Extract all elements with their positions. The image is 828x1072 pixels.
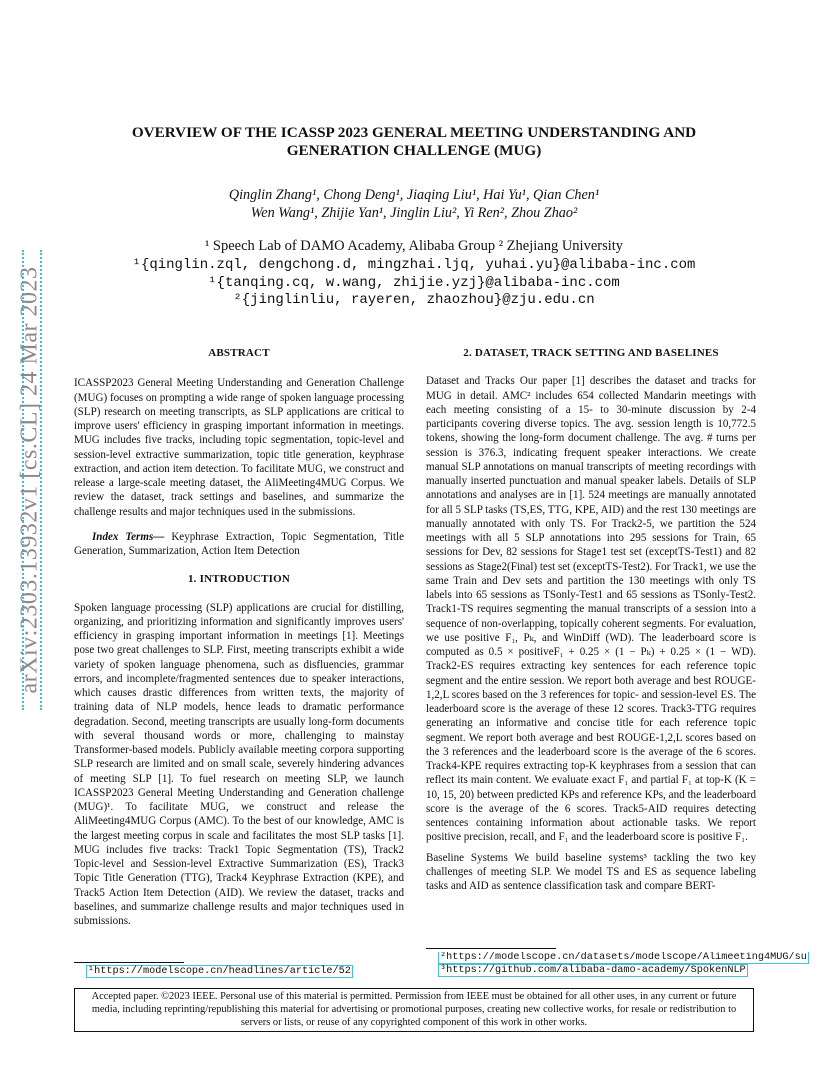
section2-para2: Baseline Systems We build baseline systems³ tackling the two key challenges of meeting SLP. We model TS and ES as sequence labeling tasks and AID as sentence classification task and compare BERT- [426, 851, 756, 892]
footnote-2[interactable] [438, 952, 828, 964]
email-line-1: ¹{qinglin.zql, dengchong.d, mingzhai.ljq, yuhai.yu}@alibaba-inc.com [132, 257, 696, 273]
copyright-notice: Accepted paper. ©2023 IEEE. Personal use of this material is permitted. Permission from IEEE must be obtained for all other uses, in any current or future media, including reprinting/republishing this material for advertising or promotional purposes, creating new collective works, for resale or redistribution to servers or lists, or reuse of any copyrighted component of this work in other works. [74, 988, 754, 1032]
author-line-2: Wen Wang¹, Zhijie Yan¹, Jinglin Liu², Yi Ren², Zhou Zhao² [250, 205, 578, 221]
right-column [426, 346, 756, 893]
paper-title: OVERVIEW OF THE ICASSP 2023 GENERAL MEETING UNDERSTANDING AND GENERATION CHALLENGE (MUG) [131, 124, 697, 159]
email-list [60, 257, 768, 310]
footnote-3[interactable] [438, 965, 748, 977]
section2-para1: Dataset and Tracks Our paper [1] describes the dataset and tracks for MUG in detail. AMC² includes 654 collected Mandarin meetings with each meeting consisting of a 15- to 30-minute discussion by 2-4 participants covering diverse topics. The avg. session length is 10,772.5 tokens, showing the long-form document challenge. The avg. # turns per session is 376.3, indicating frequent speaker interactions. We create manual SLP annotations on manual transcripts of meeting recordings with manually inserted punctuation and manual speaker labels. Details of SLP annotations and analyses are in [1]. 524 meetings are manually annotated for all 5 SLP tasks (TS,ES, TTG, KPE, AID) and the rest 130 meetings are manually annotated with only TS. For Track2-5, we partition the 524 meetings with all 5 SLP annotations into 295 sessions for Train, 65 sessions for Dev, 82 sessions for Stage1 test set (exceptTS-Test1) and 82 sessions as Stage2(Final) test set (exceptTS-Test2). For Track1, we use the same Train and Dev sets and partition the 130 meetings with only TS labels into 65 sessions as TSonly-Test1 and 65 sessions as TSonly-Test2. Track1-TS requires segmenting the manual transcripts of a session into a sequence of non-overlapping, topically coherent segments. For evaluation, we use positive F₁, Pₖ, and WinDiff (WD). The leaderboard score is computed as 0.5 × positiveF₁ + 0.25 × (1 − Pₖ) + 0.25 × (1 − WD). Track2-ES requires extracting key sentences for each reference topic segment and the entire session. We report both average and best ROUGE-1,2,L scores based on the 3 references for topic- and session-level ES. The leaderboard score is the average of these 12 scores. Track3-TTG requires generating an informative and concise title for each reference topic segment. We report both average and best ROUGE-1,2,L scores based on the 3 references and the leaderboard score is the average of the 6 scores. Track4-KPE requires extracting top-K keyphrases from a session that can reflect its main content. We evaluate exact F₁ and partial F₁ at top-K (K = 10, 15, 20) between predicted KPs and reference KPs, and the leaderboard score is the average of the 6 scores. Track5-AID requires detecting sentences containing information about actionable tasks. We report positive precision, recall, and F₁ and the leaderboard score is positive F₁. [426, 375, 756, 844]
intro-text: Spoken language processing (SLP) applications are crucial for distilling, organizing, and prioritizing information and significantly improves users' efficiency in grasping important information in meetings [1]. Meetings pose two great challenges to SLP. First, meeting transcripts exhibit a wide variety of spoken language phenomena, such as disfluencies, grammar errors, and incomplete/fragmented sentences due to speaker interactions, which causes drastic differences from written texts, the majority of training data of NLP models, hence leads to dramatic performance degradation. Second, meeting transcripts are usually long-form documents with several thousand words or more, challenging to mainstay Transformer-based models. Publicly available meeting corpora supporting SLP research are limited and on small scale, severely hindering advances of meeting SLP [1]. To fuel research on meeting SLP, we launch ICASSP2023 General Meeting Understanding and Generation challenge (MUG)¹. To facilitate MUG, we construct and release the AliMeeting4MUG Corpus (AMC). To the best of our knowledge, AMC is the largest meeting corpus in scale and facilitates the most SLP tasks [1]. MUG includes five tracks: Track1 Topic Segmentation (TS), Track2 Topic-level and Session-level Extractive Summarization (ES), Track3 Topic Title Generation (TTG), Track4 Keyphrase Extraction (KPE), and Track5 Action Item Detection (AID). We review the dataset, tracks and baselines, and summarize challenge results and major techniques used in submissions. [74, 601, 404, 927]
footnote-1-link[interactable]: ¹https://modelscope.cn/headlines/article/52 [88, 966, 351, 977]
index-terms-label: Index Terms— [92, 530, 165, 543]
footnote-1[interactable] [86, 966, 353, 978]
footnote-2-link[interactable]: ²https://modelscope.cn/datasets/modelscope/Alimeeting4MUG/su [440, 952, 807, 963]
index-terms-text: Keyphrase Extraction, Topic Segmentation, Title Generation, Summarization, Action Item Detection [74, 530, 404, 557]
email-line-3: ²{jinglinliu, rayeren, zhaozhou}@zju.edu.cn [233, 292, 595, 308]
author-list [90, 186, 738, 222]
intro-heading: 1. INTRODUCTION [187, 573, 290, 586]
footnote-rule-left [74, 962, 184, 963]
arxiv-sidebar[interactable] [8, 250, 52, 710]
index-terms [74, 530, 404, 559]
author-line-1: Qinglin Zhang¹, Chong Deng¹, Jiaqing Liu¹, Hai Yu¹, Qian Chen¹ [228, 187, 600, 203]
footnote-rule-right [426, 948, 556, 949]
affiliation: ¹ Speech Lab of DAMO Academy, Alibaba Group ² Zhejiang University [204, 238, 624, 254]
email-line-2: ¹{tanqing.cq, w.wang, zhijie.yzj}@alibaba-inc.com [208, 274, 620, 291]
abstract-heading: ABSTRACT [208, 347, 270, 359]
arxiv-identifier[interactable]: arXiv:2303.13932v1 [cs.CL] 24 Mar 2023 [16, 266, 43, 694]
section2-heading: 2. DATASET, TRACK SETTING AND BASELINES [463, 347, 719, 359]
left-column [74, 346, 404, 928]
footnote-3-link[interactable]: ³https://github.com/alibaba-damo-academy/SpokenNLP [440, 965, 746, 976]
abstract-text: ICASSP2023 General Meeting Understanding and Generation Challenge (MUG) focuses on prompting a wide range of spoken language processing (SLP) research on meeting transcripts, as SLP applications are critical to improve users' efficiency in grasping important information in meetings. MUG includes five tracks, including topic segmentation, topic-level and session-level extractive summarization, topic title generation, keyphrase extraction, and action item detection. To facilitate MUG, we construct and release a large-scale meeting dataset, the AliMeeting4MUG Corpus. We review the dataset, track settings and baselines, and summarize the challenge results and major techniques used in the submissions. [74, 377, 404, 518]
